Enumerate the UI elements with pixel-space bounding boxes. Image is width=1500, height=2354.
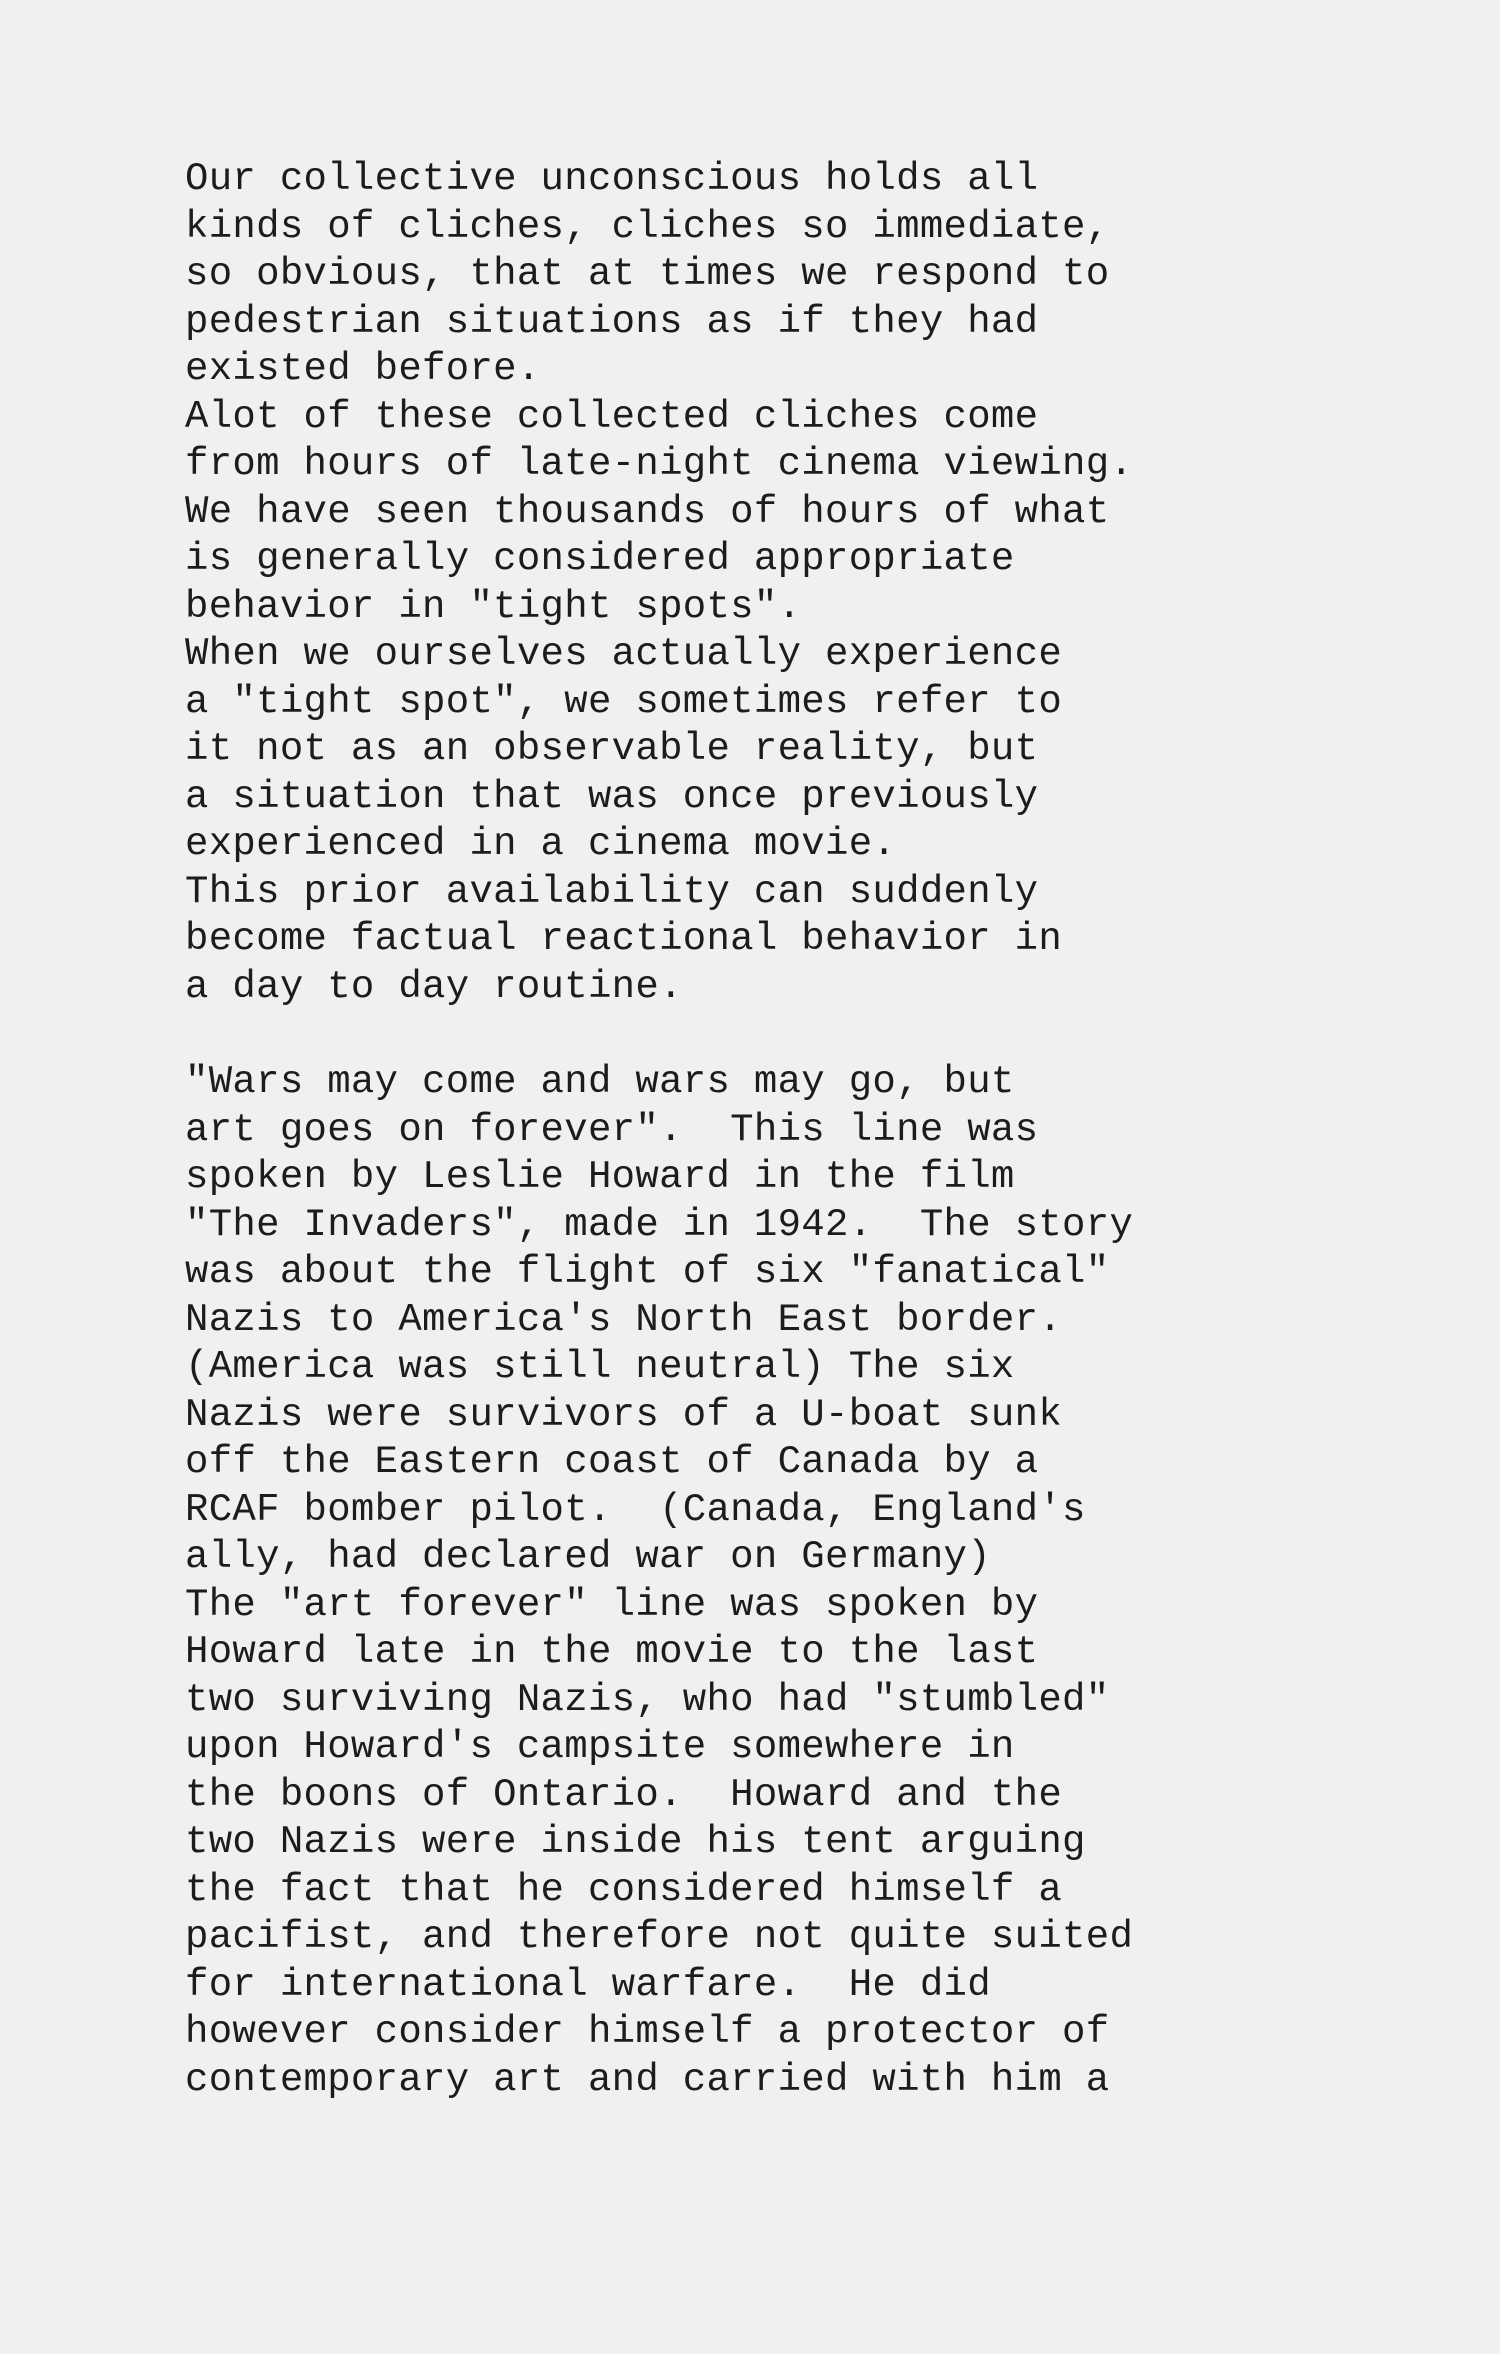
- text-line: off the Eastern coast of Canada by a: [185, 1440, 1039, 1484]
- text-line: The "art forever" line was spoken by: [185, 1582, 1039, 1627]
- text-line: Alot of these collected cliches come: [185, 394, 1039, 439]
- text-line: "Wars may come and wars may go, but: [185, 1060, 1015, 1104]
- text-line: behavior in "tight spots".: [185, 584, 802, 629]
- text-line: Our collective unconscious holds all: [185, 157, 1039, 201]
- text-line: upon Howard's campsite somewhere in: [185, 1725, 1015, 1769]
- text-line: We have seen thousands of hours of what: [185, 489, 1110, 534]
- text-line: was about the flight of six "fanatical": [185, 1250, 1110, 1294]
- text-line: two surviving Nazis, who had "stumbled": [185, 1677, 1110, 1722]
- text-line: RCAF bomber pilot. (Canada, England's: [185, 1487, 1086, 1532]
- text-line: two Nazis were inside his tent arguing: [185, 1820, 1086, 1864]
- text-line: kinds of cliches, cliches so immediate,: [185, 204, 1110, 249]
- text-line: a situation that was once previously: [185, 774, 1039, 819]
- text-line: Nazis to America's North East border.: [185, 1297, 1063, 1342]
- paragraph-invaders: [185, 1059, 1385, 2104]
- text-line: (America was still neutral) The six: [185, 1345, 1015, 1389]
- text-line: is generally considered appropriate: [185, 537, 1015, 581]
- text-line: a day to day routine.: [185, 964, 683, 1009]
- paragraph-cliches: [185, 156, 1385, 1011]
- text-line: however consider himself a protector of: [185, 2010, 1110, 2054]
- text-line: art goes on forever". This line was: [185, 1107, 1039, 1152]
- text-line: existed before.: [185, 347, 541, 391]
- text-line: pedestrian situations as if they had: [185, 299, 1039, 344]
- text-line: a "tight spot", we sometimes refer to: [185, 679, 1063, 724]
- text-line: it not as an observable reality, but: [185, 727, 1039, 771]
- text-line: "The Invaders", made in 1942. The story: [185, 1202, 1134, 1247]
- text-line: Howard late in the movie to the last: [185, 1630, 1039, 1674]
- text-line: the boons of Ontario. Howard and the: [185, 1772, 1063, 1817]
- text-line: for international warfare. He did: [185, 1962, 991, 2007]
- text-line: Nazis were survivors of a U-boat sunk: [185, 1392, 1063, 1437]
- text-line: spoken by Leslie Howard in the film: [185, 1155, 1015, 1199]
- text-line: the fact that he considered himself a: [185, 1867, 1063, 1912]
- text-line: experienced in a cinema movie.: [185, 822, 897, 866]
- text-line: This prior availability can suddenly: [185, 869, 1039, 914]
- text-line: pacifist, and therefore not quite suited: [185, 1915, 1134, 1959]
- text-line: so obvious, that at times we respond to: [185, 252, 1110, 296]
- text-line: ally, had declared war on Germany): [185, 1535, 991, 1579]
- text-line: When we ourselves actually experience: [185, 632, 1063, 676]
- text-line: become factual reactional behavior in: [185, 917, 1063, 961]
- text-line: contemporary art and carried with him a: [185, 2057, 1110, 2102]
- text-line: from hours of late-night cinema viewing.: [185, 442, 1134, 486]
